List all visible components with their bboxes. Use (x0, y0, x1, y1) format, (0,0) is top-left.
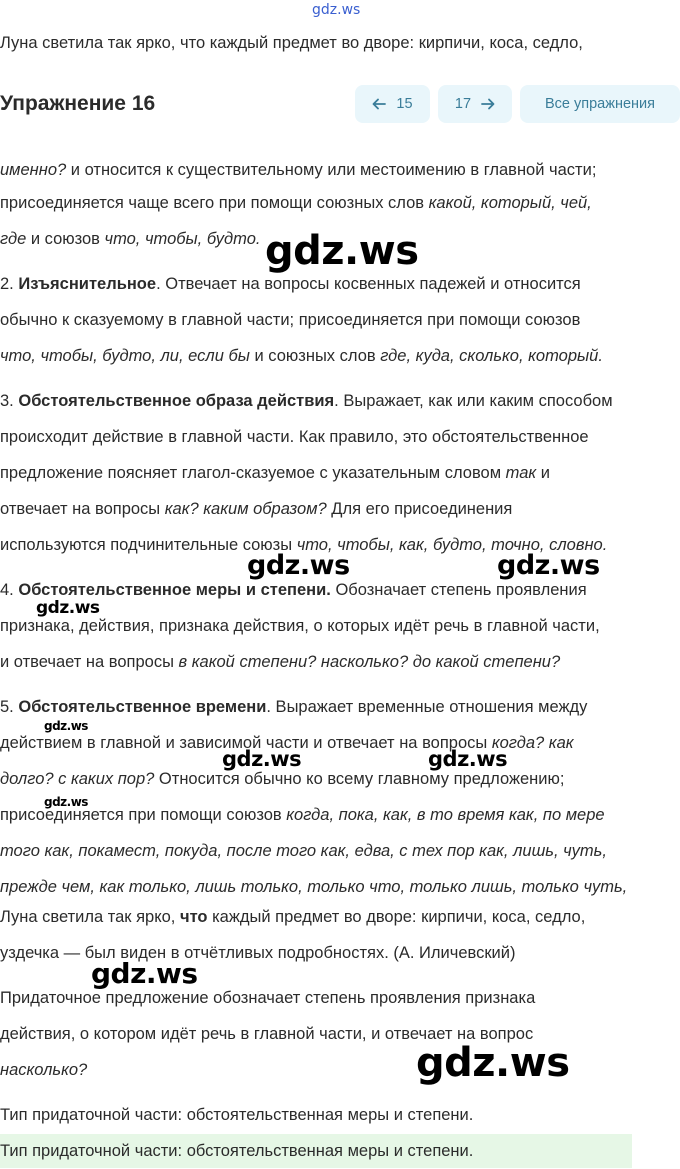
theory-p3-line4 (0, 498, 512, 520)
answer-highlight (0, 1134, 632, 1168)
theory-text: 4. (0, 581, 19, 599)
term: Обстоятельственное времени (18, 698, 267, 716)
theory-text: Относится обычно ко всему главному предложению; (154, 770, 565, 788)
theory-text: что, чтобы, будто, ли, если бы (0, 347, 250, 365)
term: Обстоятельственное образа действия (18, 392, 335, 410)
watermark: gdz.ws (44, 719, 88, 733)
all-exercises-label: Все упражнения (545, 96, 655, 112)
prev-exercise-label: 15 (396, 96, 413, 112)
theory-text: долго? с каких пор? (0, 770, 155, 788)
theory-text: отвечает на вопросы (0, 500, 165, 518)
theory-text: 3. (0, 392, 19, 410)
theory-p1-line1 (0, 159, 596, 181)
solution-text: каждый предмет во дворе: кирпичи, коса, седло, (207, 908, 586, 926)
theory-text: прежде чем, как только, лишь только, только что, только лишь, только чуть, (0, 878, 628, 896)
theory-p4-line2: признака, действия, признака действия, о которых идёт речь в главной части, (0, 617, 600, 635)
theory-text: присоединяется при помощи союзов (0, 806, 287, 824)
solution-sentence-line2: уздечка — был виден в отчётливых подробностях. (А. Иличевский) (0, 944, 516, 962)
theory-text: как? каким образом? (164, 500, 327, 518)
theory-text: того как, покамест, покуда, после того как, едва, с тех пор как, лишь, чуть, (0, 842, 607, 860)
theory-text: 5. (0, 698, 19, 716)
next-exercise-button[interactable] (438, 85, 512, 123)
answer-text: Тип придаточной части: обстоятельственная меры и степени. (0, 1142, 474, 1160)
theory-p2-line3 (0, 345, 603, 367)
theory-p2-line2: обычно к сказуемому в главной части; присоединяется при помощи союзов (0, 311, 581, 329)
theory-text: и (536, 464, 550, 482)
watermark: gdz.ws (416, 1040, 570, 1086)
theory-text: в какой степени? насколько? до какой степени? (178, 653, 561, 671)
theory-text: и союзов (26, 230, 105, 248)
watermark: gdz.ws (265, 228, 419, 274)
theory-p5-line6 (0, 876, 627, 898)
theory-text: . Выражает временные отношения между (266, 698, 588, 716)
theory-text: где, куда, сколько, который. (380, 347, 603, 365)
theory-text: и отвечает на вопросы (0, 653, 179, 671)
theory-text: используются подчинительные союзы (0, 536, 297, 554)
arrow-right-icon (481, 98, 495, 110)
next-exercise-label: 17 (454, 96, 472, 112)
top-sentence: Луна светила так ярко, что каждый предмет во дворе: кирпичи, коса, седло, (0, 34, 583, 52)
watermark-top: gdz.ws (312, 2, 361, 18)
solution-text: Луна светила так ярко, (0, 908, 180, 926)
theory-text: Для его присоединения (326, 500, 513, 518)
theory-p2-line1 (0, 273, 581, 295)
theory-text: так (505, 464, 537, 482)
theory-p1-line2 (0, 192, 592, 214)
theory-text: Обозначает степень проявления (330, 581, 587, 599)
theory-p3-line1 (0, 390, 613, 412)
theory-text: предложение поясняет глагол-сказуемое с указательным словом (0, 464, 506, 482)
type-line: Тип придаточной части: обстоятельственная меры и степени. (0, 1106, 474, 1124)
theory-text: что, чтобы, как, будто, точно, словно. (296, 536, 608, 554)
theory-text: и союзных слов (249, 347, 381, 365)
theory-text: . Выражает, как или каким способом (334, 392, 613, 410)
theory-text: когда, пока, как, в то время как, по мере (286, 806, 605, 824)
watermark: gdz.ws (36, 598, 100, 618)
theory-p3-line2: происходит действие в главной части. Как правило, это обстоятельственное (0, 428, 589, 446)
theory-text: именно? (0, 161, 67, 179)
theory-p5-line3 (0, 768, 564, 790)
watermark: gdz.ws (428, 747, 508, 771)
solution-sentence-line1 (0, 906, 585, 928)
theory-p5-line1 (0, 696, 587, 718)
theory-p3-line3 (0, 462, 550, 484)
watermark: gdz.ws (497, 550, 600, 581)
term: Обстоятельственное меры и степени. (18, 581, 331, 599)
theory-p4-line3 (0, 651, 560, 673)
theory-text: 2. (0, 275, 19, 293)
explanation-line2: действия, о котором идёт речь в главной части, и отвечает на вопрос (0, 1025, 534, 1043)
theory-text: . Отвечает на вопросы косвенных падежей и относится (156, 275, 581, 293)
theory-text: и относится к существительному или местоимению в главной части; (66, 161, 597, 179)
term: Изъяснительное (18, 275, 157, 293)
theory-text: что, чтобы, будто. (104, 230, 261, 248)
theory-p5-line4 (0, 804, 605, 826)
theory-text: действием в главной и зависимой части и отвечает на вопросы (0, 734, 492, 752)
watermark: gdz.ws (247, 550, 350, 581)
conjunction: что (179, 908, 208, 926)
theory-text: присоединяется чаще всего при помощи союзных слов (0, 194, 429, 212)
theory-p1-line3 (0, 228, 260, 250)
theory-text: когда? как (491, 734, 574, 752)
prev-exercise-button[interactable] (355, 85, 430, 123)
all-exercises-button[interactable] (520, 85, 680, 123)
explanation-line1: Придаточное предложение обозначает степень проявления признака (0, 989, 536, 1007)
theory-p5-line5 (0, 840, 607, 862)
arrow-left-icon (372, 98, 386, 110)
explanation-line3 (0, 1059, 87, 1081)
watermark: gdz.ws (222, 747, 302, 771)
watermark: gdz.ws (44, 795, 88, 809)
explanation-question: насколько? (0, 1061, 88, 1079)
theory-text: где (0, 230, 27, 248)
theory-text: какой, который, чей, (428, 194, 592, 212)
page-title: Упражнение 16 (0, 92, 156, 115)
watermark: gdz.ws (91, 957, 198, 990)
